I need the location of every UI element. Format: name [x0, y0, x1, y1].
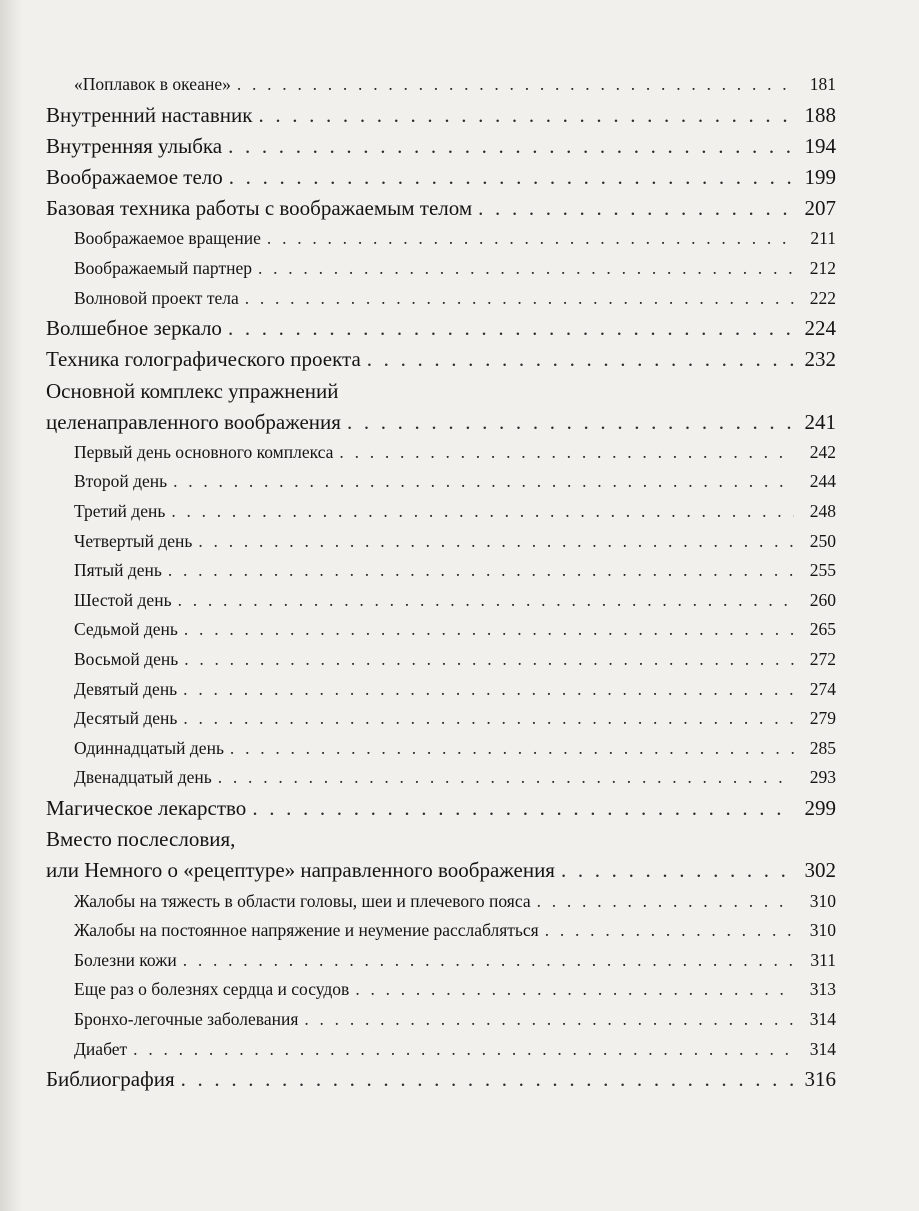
dot-leader	[173, 467, 794, 497]
toc-entry-title: Волшебное зеркало	[46, 316, 222, 341]
dot-leader	[267, 224, 794, 254]
dot-leader	[237, 70, 794, 100]
dot-leader	[171, 497, 794, 527]
dot-leader	[478, 193, 794, 224]
dot-leader	[228, 313, 794, 344]
toc-entry-lead-title: Вместо послесловия,	[46, 827, 236, 852]
dot-leader	[347, 407, 794, 438]
toc-entry-lead-title: Основной комплекс упражнений	[46, 378, 339, 403]
toc-entry-page-number: 310	[809, 920, 836, 941]
dot-leader	[184, 645, 794, 675]
toc-entry-title: Техника голографического проекта	[46, 347, 361, 372]
toc-entry-page-number: 293	[809, 767, 836, 788]
toc-entry-title: Второй день	[74, 471, 168, 492]
toc-chapter-entry	[46, 344, 836, 375]
dot-leader	[183, 946, 794, 976]
dot-leader	[304, 1005, 794, 1035]
toc-entry-title: Воображаемое вращение	[74, 228, 261, 249]
toc-entry-page-number: 250	[809, 530, 836, 551]
toc-entry-page-number: 272	[809, 649, 836, 670]
dot-leader	[339, 438, 794, 468]
toc-section-entry	[46, 586, 836, 616]
toc-section-entry	[46, 1035, 836, 1065]
toc-section-entry	[46, 497, 836, 527]
toc-entry-title: или Немного о «рецептуре» направленного воображения	[46, 858, 555, 883]
table-of-contents	[46, 70, 836, 1095]
toc-chapter-entry	[46, 855, 836, 886]
toc-chapter-entry	[46, 131, 836, 162]
toc-section-entry	[46, 675, 836, 705]
toc-entry-page-number: 299	[804, 796, 836, 820]
toc-chapter-entry	[46, 1064, 836, 1095]
toc-entry-lead-line	[46, 824, 836, 855]
toc-entry-title: Воображаемое тело	[46, 164, 223, 189]
toc-entry-page-number: 310	[809, 890, 836, 911]
toc-entry-page-number: 255	[809, 560, 836, 581]
dot-leader	[258, 100, 794, 131]
toc-entry-page-number: 242	[809, 441, 836, 462]
toc-entry-title: Шестой день	[74, 589, 172, 610]
toc-entry-title: Третий день	[74, 501, 166, 522]
dot-leader	[183, 704, 794, 734]
toc-entry-title: Воображаемый партнер	[74, 257, 252, 278]
toc-entry-title: Девятый день	[74, 678, 178, 699]
toc-section-entry	[46, 70, 836, 100]
toc-entry-page-number: 279	[809, 708, 836, 729]
dot-leader	[355, 975, 794, 1005]
toc-entry-title: целенаправленного воображения	[46, 409, 341, 434]
toc-entry-page-number: 222	[809, 287, 836, 308]
toc-entry-title: Восьмой день	[74, 649, 179, 670]
toc-entry-page-number: 181	[809, 74, 836, 94]
toc-section-entry	[46, 645, 836, 675]
toc-section-entry	[46, 887, 836, 917]
toc-entry-title: Еще раз о болезнях сердца и сосудов	[74, 979, 350, 1000]
toc-entry-page-number: 311	[810, 949, 836, 970]
toc-section-entry	[46, 734, 836, 764]
dot-leader	[198, 527, 794, 557]
toc-entry-page-number: 316	[804, 1067, 836, 1092]
toc-section-entry	[46, 916, 836, 946]
dot-leader	[168, 556, 794, 586]
toc-entry-page-number: 211	[810, 228, 836, 249]
toc-chapter-entry	[46, 793, 836, 824]
dot-leader	[184, 615, 794, 645]
toc-section-entry	[46, 556, 836, 586]
toc-section-entry	[46, 1005, 836, 1035]
toc-entry-title: Жалобы на тяжесть в области головы, шеи и плечевого пояса	[74, 890, 531, 911]
toc-entry-page-number: 302	[804, 858, 836, 883]
toc-section-entry	[46, 946, 836, 976]
dot-leader	[178, 586, 794, 616]
toc-entry-title: Библиография	[46, 1067, 175, 1092]
toc-entry-lead-line	[46, 376, 836, 407]
dot-leader	[181, 1064, 794, 1095]
toc-entry-page-number: 199	[804, 164, 836, 189]
dot-leader	[229, 162, 794, 193]
toc-entry-title: «Поплавок в океане»	[74, 74, 231, 94]
dot-leader	[252, 793, 794, 824]
toc-chapter-entry	[46, 100, 836, 131]
toc-entry-title: Базовая техника работы с воображаемым телом	[46, 196, 473, 221]
dot-leader	[218, 763, 794, 793]
toc-entry-page-number: 232	[804, 347, 836, 372]
toc-entry-title: Одиннадцатый день	[74, 737, 224, 758]
dot-leader	[258, 254, 794, 284]
toc-entry-page-number: 244	[809, 471, 836, 492]
dot-leader	[245, 284, 794, 314]
toc-entry-page-number: 241	[804, 409, 836, 434]
toc-entry-page-number: 265	[809, 619, 836, 640]
toc-entry-page-number: 212	[809, 257, 836, 278]
dot-leader	[230, 734, 794, 764]
toc-section-entry	[46, 527, 836, 557]
toc-entry-title: Пятый день	[74, 560, 162, 581]
toc-entry-page-number: 313	[809, 979, 836, 1000]
toc-chapter-entry	[46, 193, 836, 224]
toc-entry-page-number: 314	[809, 1038, 836, 1059]
toc-entry-title: Четвертый день	[74, 530, 193, 551]
toc-entry-page-number: 194	[804, 133, 836, 158]
toc-entry-title: Внутренний наставник	[46, 102, 253, 127]
dot-leader	[545, 916, 794, 946]
toc-entry-title: Первый день основного комплекса	[74, 441, 334, 462]
toc-entry-title: Магическое лекарство	[46, 796, 247, 820]
toc-section-entry	[46, 438, 836, 468]
dot-leader	[561, 855, 794, 886]
toc-entry-page-number: 285	[809, 737, 836, 758]
dot-leader	[367, 344, 794, 375]
toc-section-entry	[46, 763, 836, 793]
toc-entry-page-number: 314	[809, 1008, 836, 1029]
page-edge-shadow	[0, 0, 22, 1211]
toc-entry-title: Жалобы на постоянное напряжение и неумение расслабляться	[74, 920, 539, 941]
toc-entry-title: Бронхо-легочные заболевания	[74, 1008, 299, 1029]
toc-entry-page-number: 207	[804, 196, 836, 221]
dot-leader	[228, 131, 794, 162]
toc-entry-title: Диабет	[74, 1038, 128, 1059]
toc-entry-page-number: 248	[809, 501, 836, 522]
toc-section-entry	[46, 254, 836, 284]
toc-entry-page-number: 188	[804, 102, 836, 127]
toc-section-entry	[46, 224, 836, 254]
toc-entry-page-number: 274	[809, 678, 836, 699]
toc-chapter-entry	[46, 313, 836, 344]
toc-section-entry	[46, 615, 836, 645]
toc-chapter-entry	[46, 407, 836, 438]
toc-entry-title: Десятый день	[74, 708, 178, 729]
toc-entry-title: Болезни кожи	[74, 949, 177, 970]
toc-entry-page-number: 260	[809, 589, 836, 610]
toc-section-entry	[46, 284, 836, 314]
toc-entry-title: Седьмой день	[74, 619, 178, 640]
toc-entry-title: Волновой проект тела	[74, 287, 239, 308]
toc-section-entry	[46, 975, 836, 1005]
toc-section-entry	[46, 467, 836, 497]
toc-entry-title: Двенадцатый день	[74, 767, 212, 788]
toc-section-entry	[46, 704, 836, 734]
toc-entry-title: Внутренняя улыбка	[46, 133, 223, 158]
toc-chapter-entry	[46, 162, 836, 193]
dot-leader	[183, 675, 794, 705]
dot-leader	[133, 1035, 794, 1065]
toc-entry-page-number: 224	[804, 316, 836, 341]
dot-leader	[537, 887, 794, 917]
